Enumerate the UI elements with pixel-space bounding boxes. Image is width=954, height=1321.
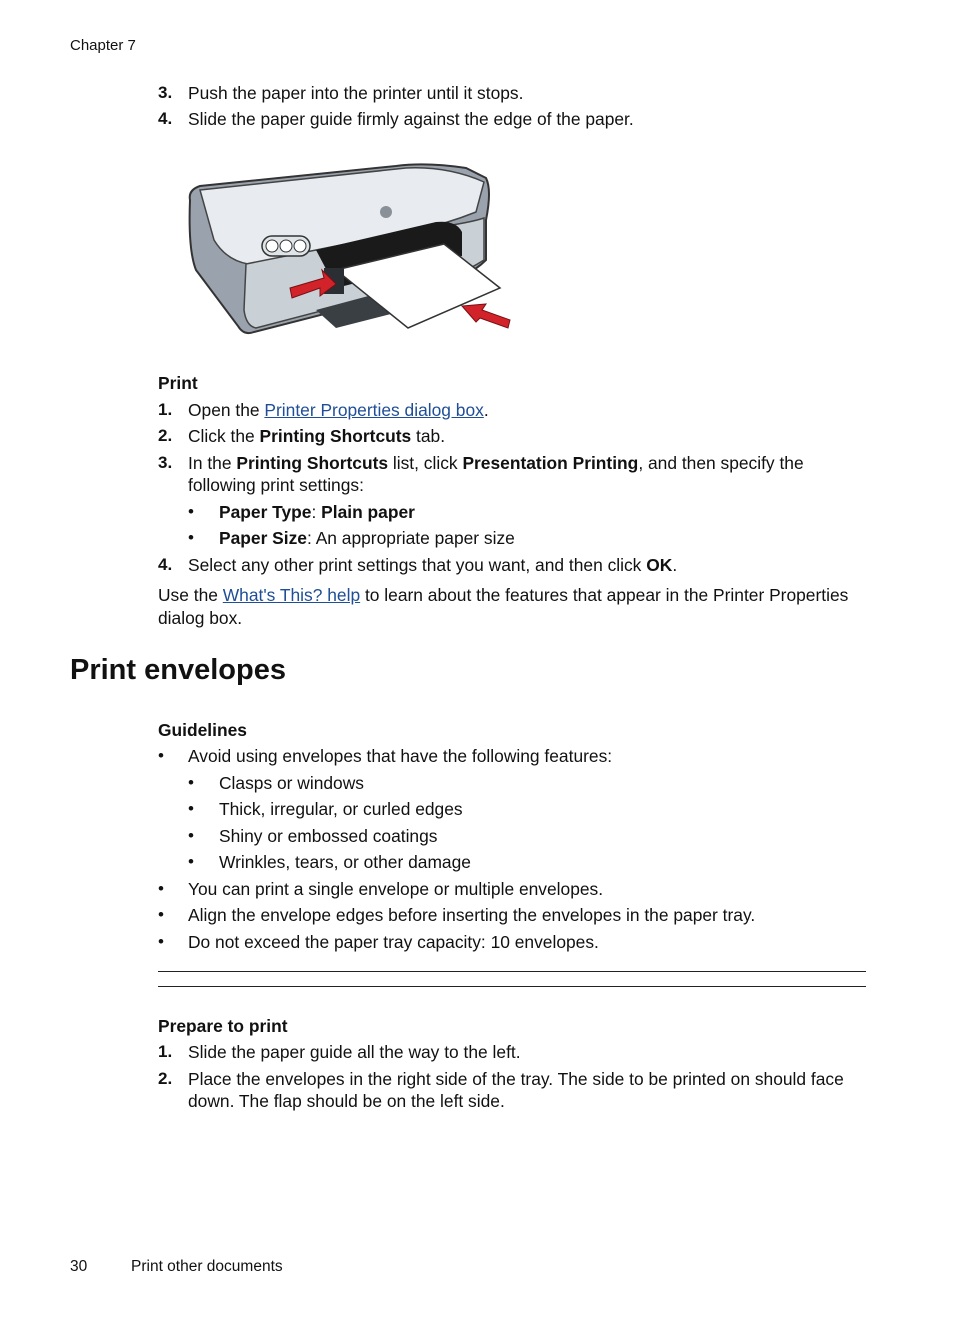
section-title: Print envelopes (70, 654, 286, 686)
guideline-item: Do not exceed the paper tray capacity: 10 envelopes. (188, 932, 599, 952)
help-paragraph: Use the What's This? help to learn about the features that appear in the Printer Properties (158, 585, 849, 605)
step-text: In the Printing Shortcuts list, click Presentation Printing, and then specify the (188, 453, 804, 473)
step-text: Place the envelopes in the right side of the tray. The side to be printed on should face (188, 1069, 844, 1089)
step-number: 2. (158, 1069, 173, 1088)
footer-title: Print other documents (131, 1258, 283, 1275)
step-text: Select any other print settings that you want, and then click OK. (188, 555, 678, 575)
print-heading: Print (158, 373, 198, 393)
step-number: 3. (158, 453, 173, 472)
bullet: • (188, 852, 194, 871)
bullet: • (188, 799, 194, 818)
divider (158, 971, 866, 972)
printer-illustration (186, 160, 514, 340)
bullet: • (158, 932, 164, 951)
bullet: • (188, 528, 194, 547)
setting-item: Paper Type: Plain paper (219, 502, 415, 522)
bullet: • (188, 502, 194, 521)
guideline-item: Avoid using envelopes that have the following features: (188, 746, 613, 766)
step-number: 2. (158, 426, 173, 445)
page-number: 30 (70, 1258, 88, 1275)
prepare-heading: Prepare to print (158, 1016, 288, 1036)
step-text: Push the paper into the printer until it stops. (188, 83, 524, 103)
bullet: • (158, 746, 164, 765)
feature-item: Thick, irregular, or curled edges (219, 799, 463, 819)
feature-item: Wrinkles, tears, or other damage (219, 852, 471, 872)
feature-item: Shiny or embossed coatings (219, 826, 438, 846)
step-number: 3. (158, 83, 173, 102)
bullet: • (158, 905, 164, 924)
printer-properties-link[interactable]: Printer Properties dialog box (264, 400, 484, 420)
chapter-header: Chapter 7 (70, 37, 136, 54)
guidelines-heading: Guidelines (158, 720, 247, 740)
guideline-item: Align the envelope edges before inserting the envelopes in the paper tray. (188, 905, 756, 925)
bullet: • (158, 879, 164, 898)
divider (158, 986, 866, 987)
bullet: • (188, 773, 194, 792)
step-text: Open the Printer Properties dialog box. (188, 400, 489, 420)
step-text-continued: down. The flap should be on the left side. (188, 1091, 505, 1111)
step-number: 4. (158, 109, 173, 128)
step-number: 1. (158, 1042, 173, 1061)
step-text: Slide the paper guide firmly against the edge of the paper. (188, 109, 634, 129)
setting-item: Paper Size: An appropriate paper size (219, 528, 515, 548)
step-text: Slide the paper guide all the way to the left. (188, 1042, 521, 1062)
bullet: • (188, 826, 194, 845)
step-number: 4. (158, 555, 173, 574)
help-paragraph-continued: dialog box. (158, 608, 243, 628)
step-number: 1. (158, 400, 173, 419)
feature-item: Clasps or windows (219, 773, 364, 793)
step-text: Click the Printing Shortcuts tab. (188, 426, 446, 446)
step-text-continued: following print settings: (188, 475, 364, 495)
guideline-item: You can print a single envelope or multiple envelopes. (188, 879, 604, 899)
whats-this-help-link[interactable]: What's This? help (222, 585, 361, 605)
